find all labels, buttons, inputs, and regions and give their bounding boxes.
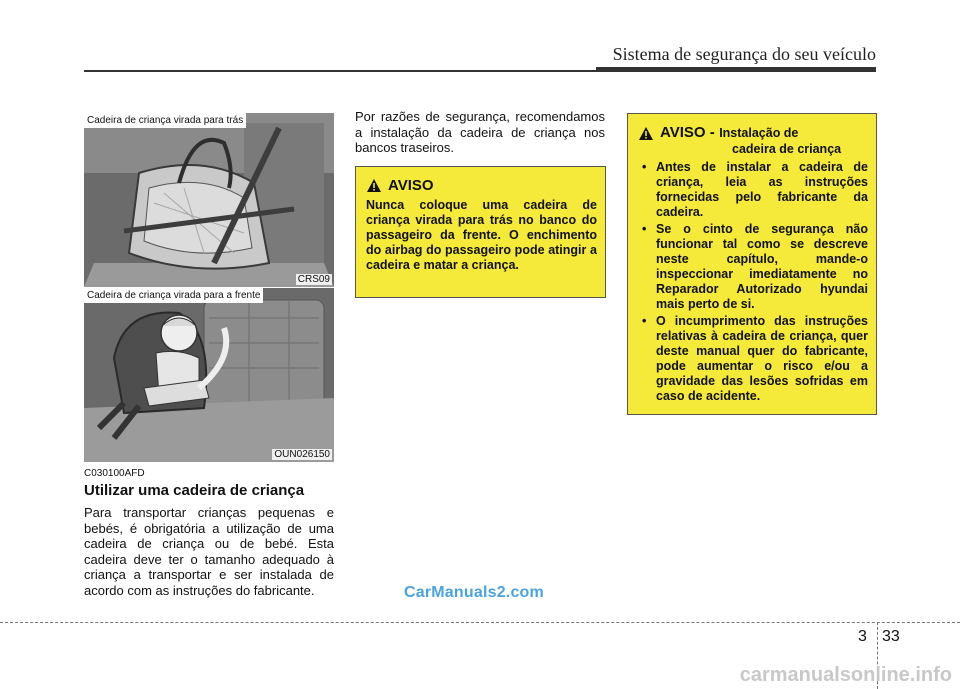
figure-caption: Cadeira de criança virada para trás xyxy=(84,113,246,128)
warning-subtitle-line1: Instalação de xyxy=(719,126,799,140)
section-heading: Utilizar uma cadeira de criança xyxy=(84,482,305,499)
warning-triangle-icon xyxy=(366,178,382,193)
middle-intro: Por razões de segurança, recomendamos a instalação da cadeira de criança nos bancos traseiros. xyxy=(355,109,605,155)
warning-header xyxy=(638,124,868,156)
warning-box-installation xyxy=(627,113,877,415)
chapter-number: 3 xyxy=(858,628,867,645)
rear-facing-seat-illustration xyxy=(84,113,334,287)
carmanuals-watermark: CarManuals2.com xyxy=(404,584,544,601)
section-code: C030100AFD xyxy=(84,468,145,479)
figure-rear-facing-seat xyxy=(84,113,334,287)
footer-rule xyxy=(0,622,960,623)
figure-code: OUN026150 xyxy=(274,449,330,460)
warning-triangle-icon xyxy=(638,126,654,141)
figure-caption: Cadeira de criança virada para a frente xyxy=(84,288,263,303)
warning-text: Nunca coloque uma cadeira de criança virada para trás no banco do passageiro da frente. O enchimento do airbag do passageiro pode atingir a cadeira e matar a criança. xyxy=(366,198,597,272)
section-body: Para transportar crianças pequenas e bebés, é obrigatória a utilização de uma cadeira de criança ou de bebé. Esta cadeira deve ter o tamanho adequado à criança a transportar e ser instalada de acordo com as instruções do fabricante. xyxy=(84,505,334,598)
warning-title-text: AVISO xyxy=(388,177,434,194)
figure-forward-facing-seat xyxy=(84,288,334,462)
warning-box-front-seat xyxy=(355,166,606,298)
warning-list-item: • Antes de instalar a cadeira de criança, leia as instruções fornecidas pelo fabricante da cadeira. xyxy=(638,160,868,220)
header-rule-accent xyxy=(596,67,876,72)
warning-subtitle-line2: cadeira de criança xyxy=(732,142,842,156)
site-watermark: carmanualsonline.info xyxy=(739,664,952,686)
forward-facing-seat-illustration xyxy=(84,288,334,462)
warning-title xyxy=(366,177,597,194)
warning-list-item: • O incumprimento das instruções relativas à cadeira de criança, quer deste manual quer do fabricante, pode aumentar o risco e/ou a gravidade das lesões sofridas em caso de acidente. xyxy=(638,314,868,404)
warning-title-text: AVISO - xyxy=(660,124,715,141)
figure-code: CRS09 xyxy=(297,274,330,285)
page-number: 33 xyxy=(882,628,900,645)
warning-list-item: • Se o cinto de segurança não funcionar tal como se descreve neste capítulo, mande-o inspeccionar imediatamente no Reparador Autorizado hyundai mais perto de si. xyxy=(638,222,868,312)
warning-list xyxy=(638,160,868,404)
page-header-title: Sistema de segurança do seu veículo xyxy=(612,44,876,64)
